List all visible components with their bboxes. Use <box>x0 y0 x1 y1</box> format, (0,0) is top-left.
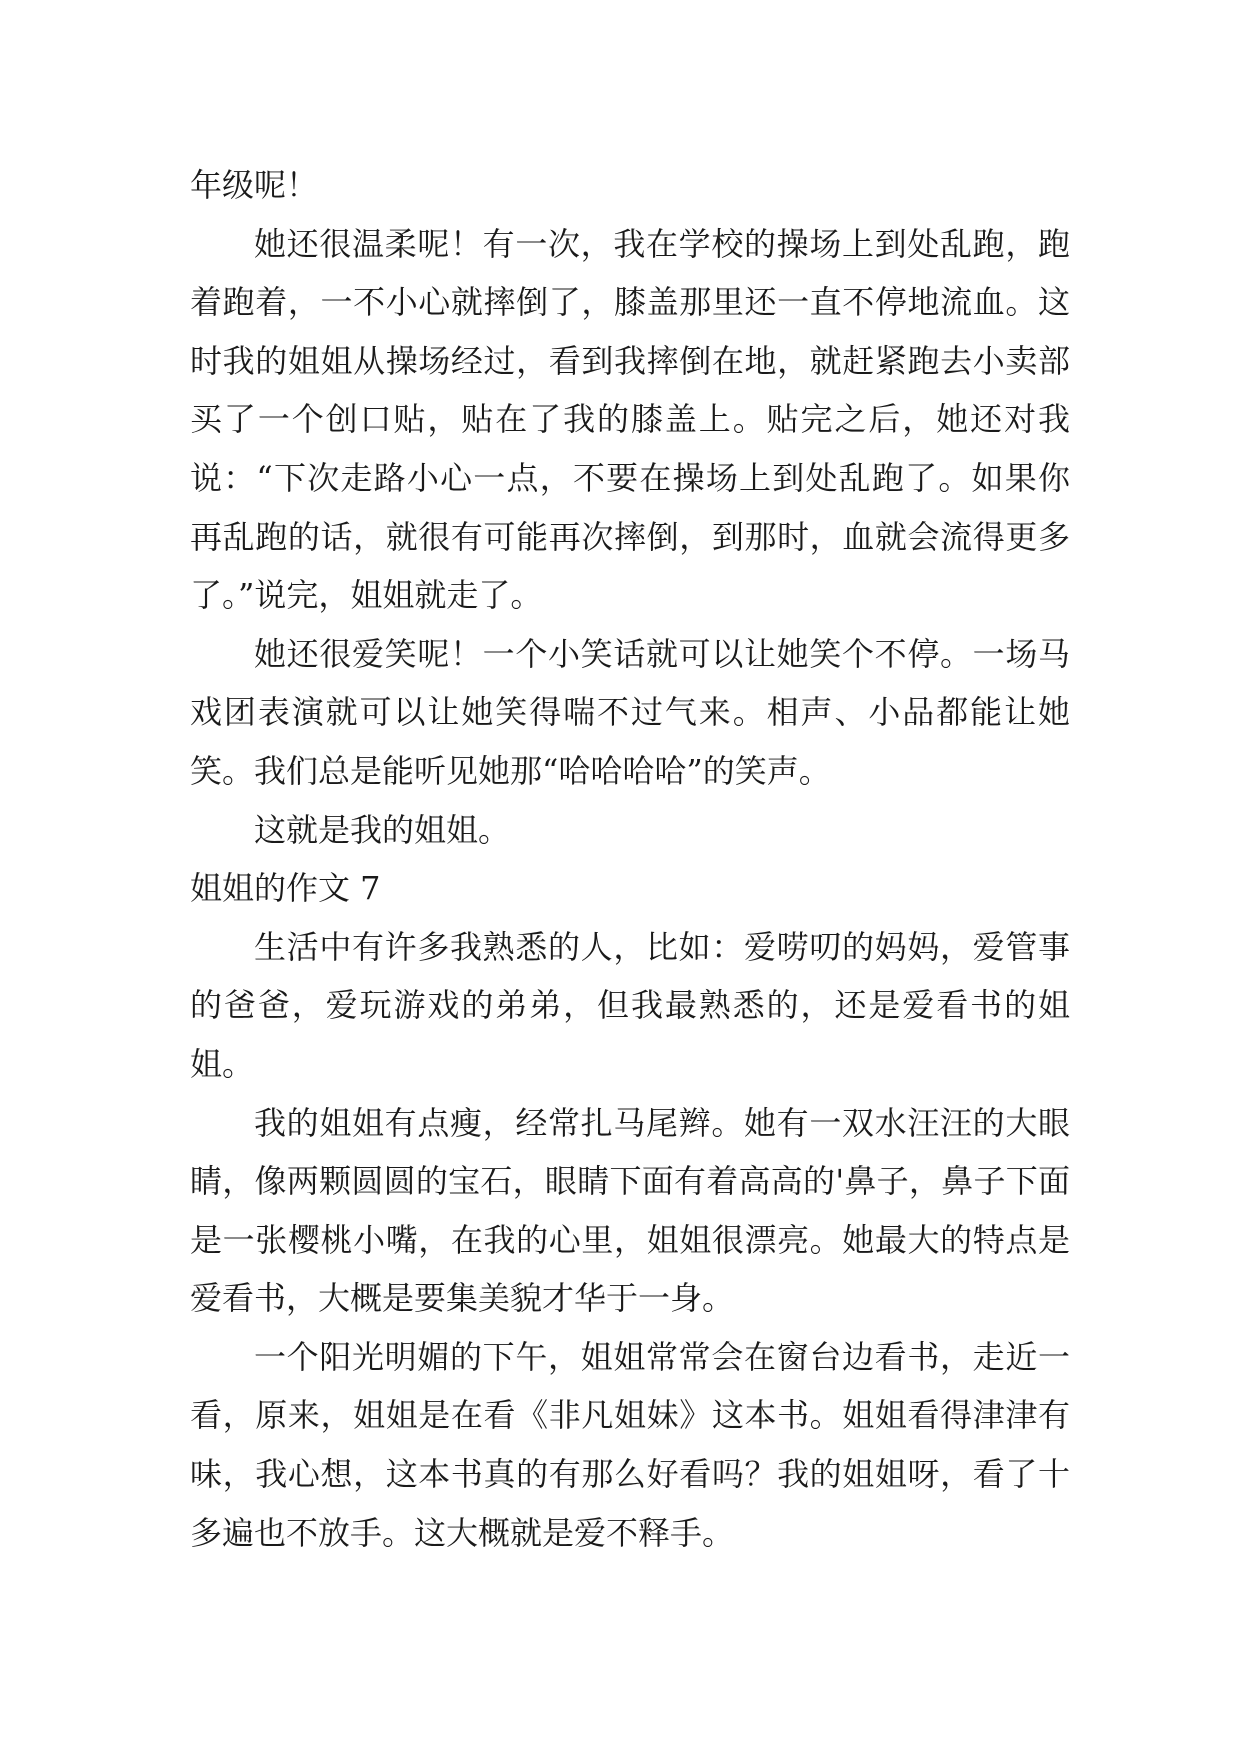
essay-text <box>190 156 1070 1562</box>
section-title: 姐姐的作文 7 <box>190 869 381 908</box>
paragraph-continuation: 年级呢！ <box>190 166 319 204</box>
paragraph-gentle: 她还很温柔呢！有一次，我在学校的操场上到处乱跑，跑着跑着，一不小心就摔倒了，膝盖那里还一直不停地流血。这时我的姐姐从操场经过，看到我摔倒在地，就赶紧跑去小卖部买了一个创口贴，贴在了我的膝盖上。贴完之后，她还对我说：“下次走路小心一点，不要在操场上到处乱跑了。如果你再乱跑的话，就很有可能再次摔倒，到那时，血就会流得更多了。”说完，姐姐就走了。 <box>190 224 1070 615</box>
paragraph-appearance: 我的姐姐有点瘦，经常扎马尾辫。她有一双水汪汪的大眼睛，像两颗圆圆的宝石，眼睛下面有着高高的'鼻子，鼻子下面是一张樱桃小嘴，在我的心里，姐姐很漂亮。她最大的特点是爱看书，大概是要集美貌才华于一身。 <box>190 1103 1070 1318</box>
paragraph-intro: 生活中有许多我熟悉的人，比如：爱唠叨的妈妈，爱管事的爸爸，爱玩游戏的弟弟，但我最熟悉的，还是爱看书的姐姐。 <box>190 927 1070 1083</box>
paragraph-conclusion: 这就是我的姐姐。 <box>254 810 511 849</box>
paragraph-reading: 一个阳光明媚的下午，姐姐常常会在窗台边看书，走近一看，原来，姐姐是在看《非凡姐妹》这本书。姐姐看得津津有味，我心想，这本书真的有那么好看吗？我的姐姐呀，看了十多遍也不放手。这大概就是爱不释手。 <box>190 1337 1070 1552</box>
paragraph-laughing: 她还很爱笑呢！一个小笑话就可以让她笑个不停。一场马戏团表演就可以让她笑得喘不过气来。相声、小品都能让她笑。我们总是能听见她那“哈哈哈哈”的笑声。 <box>190 634 1070 790</box>
